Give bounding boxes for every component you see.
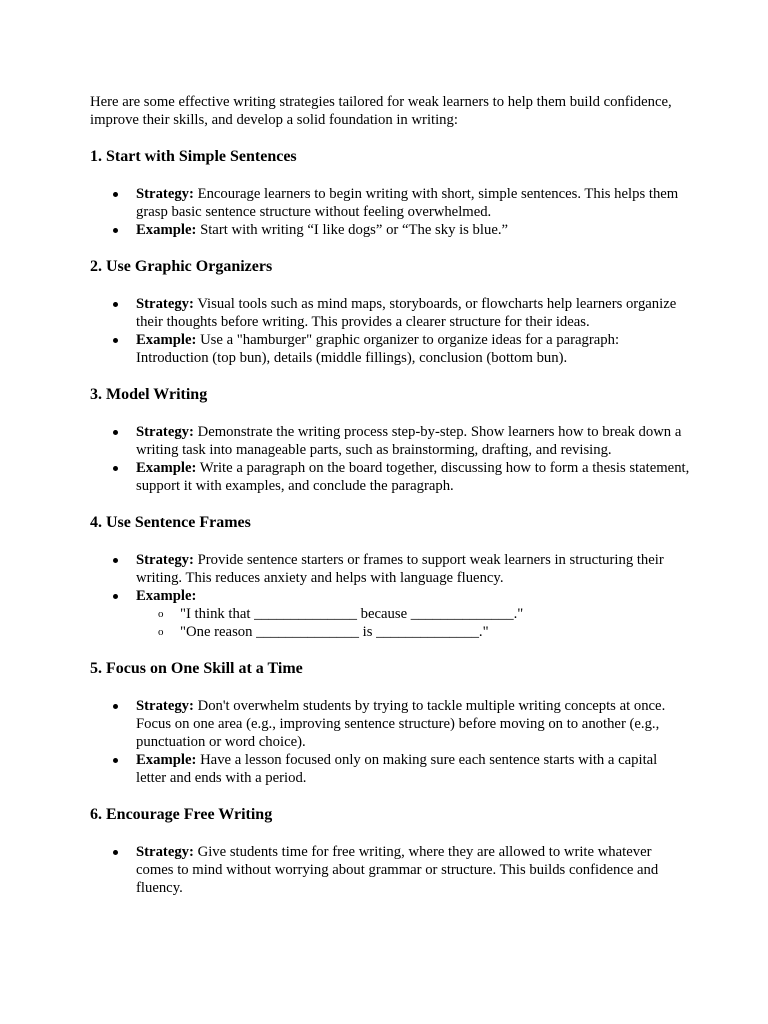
example-label: Example: (136, 752, 197, 768)
example-text: Use a "hamburger" graphic organizer to organize ideas for a paragraph: Introduction (top bun), details (middle fillings), conclusion (bottom bun). (136, 332, 620, 366)
example-text: Start with writing “I like dogs” or “The sky is blue.” (196, 222, 509, 238)
bullet-list (90, 697, 690, 787)
strategy-label: Strategy: (136, 424, 194, 440)
section-heading: 2. Use Graphic Organizers (90, 258, 273, 275)
bullet-icon (113, 430, 118, 435)
list-item (90, 221, 690, 239)
circle-bullet-icon: o (158, 608, 164, 620)
sentence-frame: "One reason ______________ is ______________." (180, 624, 489, 640)
strategy-text: Visual tools such as mind maps, storyboards, or flowcharts help learners organize their thoughts before writing. This provides a clearer structure for their ideas. (136, 296, 677, 330)
bullet-list (90, 423, 690, 495)
bullet-icon (113, 466, 118, 471)
strategy-label: Strategy: (136, 296, 194, 312)
bullet-list (90, 843, 690, 897)
example-label: Example: (136, 588, 197, 604)
sub-list (136, 605, 690, 641)
bullet-icon (113, 192, 118, 197)
list-item (90, 459, 690, 495)
strategy-text: Demonstrate the writing process step-by-step. Show learners how to break down a writing task into manageable parts, such as brainstorming, drafting, and revising. (136, 424, 682, 458)
bullet-list (90, 551, 690, 641)
list-item (90, 587, 690, 641)
strategy-text: Provide sentence starters or frames to support weak learners in structuring their writing. This reduces anxiety and helps with language fluency. (136, 552, 664, 586)
bullet-icon (113, 850, 118, 855)
bullet-icon (113, 758, 118, 763)
section-heading: 1. Start with Simple Sentences (90, 148, 297, 165)
strategy-text: Give students time for free writing, where they are allowed to write whatever comes to mind without worrying about grammar or structure. This builds confidence and fluency. (136, 844, 659, 896)
strategy-label: Strategy: (136, 698, 194, 714)
section-heading: 3. Model Writing (90, 386, 208, 403)
intro-paragraph: Here are some effective writing strategies tailored for weak learners to help them build confidence, improve their skills, and develop a solid foundation in writing: (90, 94, 672, 128)
bullet-icon (113, 302, 118, 307)
example-label: Example: (136, 332, 197, 348)
section-heading: 6. Encourage Free Writing (90, 806, 273, 823)
list-item (90, 331, 690, 367)
example-label: Example: (136, 222, 197, 238)
list-item (90, 551, 690, 587)
list-item (90, 751, 690, 787)
list-item (90, 185, 690, 221)
strategy-label: Strategy: (136, 844, 194, 860)
bullet-icon (113, 558, 118, 563)
document-page (90, 93, 690, 915)
list-item (90, 697, 690, 751)
bullet-icon (113, 338, 118, 343)
bullet-list (90, 185, 690, 239)
section-heading: 5. Focus on One Skill at a Time (90, 660, 303, 677)
sub-list-item (136, 605, 690, 623)
sub-list-item (136, 623, 690, 641)
example-text: Have a lesson focused only on making sure each sentence starts with a capital letter and ends with a period. (136, 752, 658, 786)
strategy-text: Don't overwhelm students by trying to tackle multiple writing concepts at once. Focus on one area (e.g., improving sentence structure) before moving on to another (e.g., punctuation or word choice). (136, 698, 666, 750)
example-label: Example: (136, 460, 197, 476)
example-text: Write a paragraph on the board together, discussing how to form a thesis statement, support it with examples, and conclude the paragraph. (136, 460, 690, 494)
strategy-label: Strategy: (136, 552, 194, 568)
strategy-label: Strategy: (136, 186, 194, 202)
circle-bullet-icon: o (158, 626, 164, 638)
bullet-icon (113, 704, 118, 709)
bullet-list (90, 295, 690, 367)
sentence-frame: "I think that ______________ because ______________." (180, 606, 524, 622)
strategy-text: Encourage learners to begin writing with short, simple sentences. This helps them grasp basic sentence structure without feeling overwhelmed. (136, 186, 679, 220)
section-heading: 4. Use Sentence Frames (90, 514, 251, 531)
list-item (90, 295, 690, 331)
bullet-icon (113, 228, 118, 233)
list-item (90, 843, 690, 897)
list-item (90, 423, 690, 459)
bullet-icon (113, 594, 118, 599)
